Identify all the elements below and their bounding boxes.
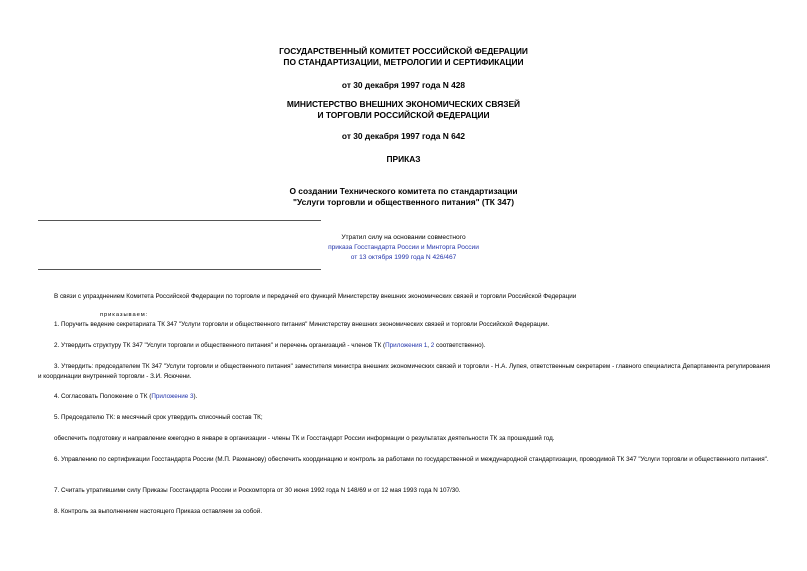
- repeal-order-date-link[interactable]: от 13 октября 1999 года N 426/467: [350, 254, 457, 261]
- repeal-order-link[interactable]: приказа Госстандарта России и Минторга России: [328, 244, 479, 251]
- item-8: 8. Контроль за выполнением настоящего Приказа оставляем за собой.: [54, 508, 263, 515]
- divider-top: [38, 220, 321, 221]
- status-note: [0, 233, 807, 263]
- committee-order-date: от 30 декабря 1997 года N 428: [341, 80, 466, 90]
- item-4-text: 4. Согласовать Положение о ТК (: [54, 393, 152, 400]
- item-2-end: соответственно).: [434, 342, 486, 349]
- order-word: приказываем:: [100, 312, 149, 318]
- status-note-text: Утратил силу на основании совместного: [341, 234, 466, 241]
- intro-paragraph: В связи с упразднением Комитета Российской Федерации по торговле и передачей его функций Министерству внешних экономических связей и торговли Российской Федерации: [54, 293, 577, 300]
- item-4-end: ).: [193, 393, 198, 400]
- item-3: 3. Утвердить: председателем ТК 347 "Услуги торговли и общественного питания" заместителя министра внешних экономических связей и торговли - Н.А. Лупея, ответственным секретарем - главного специалиста Департамента регулирования и координации внутренней торговли - З.И. Ясючени.: [38, 363, 770, 380]
- ministry-name-line1: МИНИСТЕРСТВО ВНЕШНИХ ЭКОНОМИЧЕСКИХ СВЯЗЕЙ: [286, 99, 521, 109]
- item-2-text: 2. Утвердить структуру ТК 347 "Услуги торговли и общественного питания" и перечень организаций - членов ТК (: [54, 342, 386, 349]
- ministry-order-date: от 30 декабря 1997 года N 642: [341, 131, 466, 141]
- committee-name-line2: ПО СТАНДАРТИЗАЦИИ, МЕТРОЛОГИИ И СЕРТИФИКАЦИИ: [283, 57, 524, 67]
- item-1: 1. Поручить ведение секретариата ТК 347 "Услуги торговли и общественного питания" Министерству внешних экономических связей и торговли Российской Федерации.: [54, 321, 550, 328]
- item-7: 7. Считать утратившими силу Приказы Госстандарта России и Роскомторга от 30 июня 1992 года N 148/69 и от 12 мая 1993 года N 107/30.: [54, 487, 461, 494]
- divider-bottom: [38, 269, 321, 270]
- appendix-2-link[interactable]: 2: [430, 342, 435, 349]
- appendix-1-link[interactable]: Приложения 1: [385, 342, 428, 349]
- item-5: 5. Председателю ТК: в месячный срок утвердить списочный состав ТК;: [54, 414, 263, 421]
- document-title-line2: "Услуги торговли и общественного питания" (ТК 347): [292, 197, 515, 207]
- appendix-3-link[interactable]: Приложение 3: [151, 393, 194, 400]
- ministry-name-line2: И ТОРГОВЛИ РОССИЙСКОЙ ФЕДЕРАЦИИ: [317, 110, 490, 120]
- item-2: [38, 341, 770, 351]
- document-type: ПРИКАЗ: [386, 154, 421, 164]
- document-title-line1: О создании Технического комитета по стандартизации: [289, 186, 518, 196]
- item-2-separator: ,: [427, 342, 431, 349]
- item-5-continued: обеспечить подготовку и направление ежегодно в январе в организации - члены ТК и Госстандарт России информации о результатах деятельности ТК за прошедший год.: [54, 435, 555, 442]
- item-4: [38, 392, 770, 402]
- item-6: 6. Управлению по сертификации Госстандарта России (М.П. Рахманову) обеспечить координацию и контроль за работами по государственной и международной стандартизации, проводимой ТК 347 "Услуги торговли и общественного питания".: [54, 456, 769, 463]
- committee-name-line1: ГОСУДАРСТВЕННЫЙ КОМИТЕТ РОССИЙСКОЙ ФЕДЕРАЦИИ: [279, 46, 528, 56]
